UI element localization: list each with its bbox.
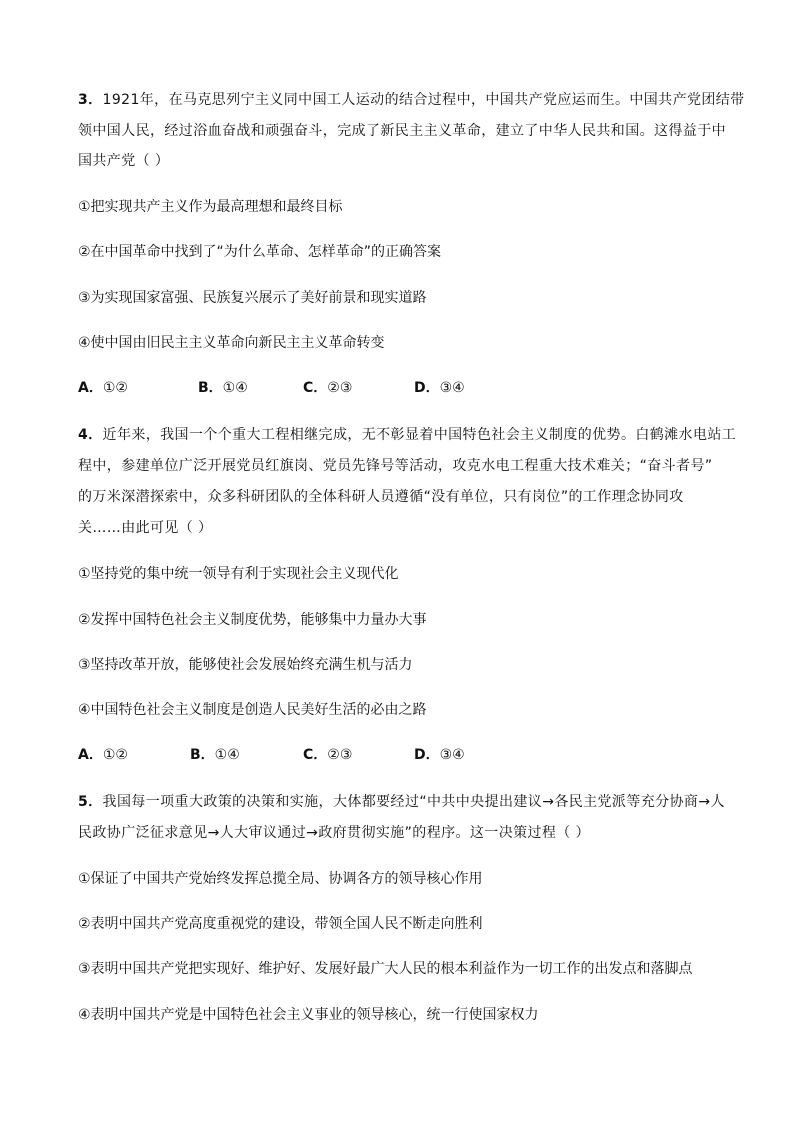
question-stem-line: 程中，参建单位广泛开展党员红旗岗、党员先锋号等活动，攻克水电工程重大技术难关；“奋斗者号” bbox=[78, 458, 713, 474]
choice-d[interactable]: D．③④ bbox=[414, 380, 465, 396]
statement-1: ①保证了中国共产党始终发挥总揽全局、协调各方的领导核心作用 bbox=[78, 871, 483, 887]
statement-2: ②发挥中国特色社会主义制度优势，能够集中力量办大事 bbox=[78, 612, 427, 628]
statement-4: ④表明中国共产党是中国特色社会主义事业的领导核心，统一行使国家权力 bbox=[78, 1007, 539, 1023]
choice-a[interactable]: A．①② bbox=[78, 747, 128, 763]
choice-b[interactable]: B．①④ bbox=[198, 380, 248, 396]
statement-2: ②表明中国共产党高度重视党的建设，带领全国人民不断走向胜利 bbox=[78, 916, 483, 932]
question-stem-line: 4．近年来，我国一个个重大工程相继完成，无不彰显着中国特色社会主义制度的优势。白鹤滩水电站工 bbox=[78, 427, 737, 443]
question-stem-line: 的万米深潜探索中，众多科研团队的全体科研人员遵循“没有单位，只有岗位”的工作理念协同攻 bbox=[78, 489, 684, 505]
question-number: 5． bbox=[78, 794, 103, 810]
choice-a[interactable]: A．①② bbox=[78, 380, 128, 396]
question-stem-line: 5．我国每一项重大政策的决策和实施，大体都要经过“中共中央提出建议→各民主党派等充分协商→人 bbox=[78, 794, 725, 810]
choice-row bbox=[78, 378, 718, 398]
choice-b[interactable]: B．①④ bbox=[190, 747, 240, 763]
choice-d[interactable]: D．③④ bbox=[414, 747, 465, 763]
question-stem-line: 领中国人民，经过浴血奋战和顽强奋斗，完成了新民主主义革命，建立了中华人民共和国。这得益于中 bbox=[78, 123, 726, 139]
choice-c[interactable]: C．②③ bbox=[303, 380, 353, 396]
statement-3: ③坚持改革开放，能够使社会发展始终充满生机与活力 bbox=[78, 657, 413, 673]
statement-3: ③表明中国共产党把实现好、维护好、发展好最广大人民的根本利益作为一切工作的出发点和落脚点 bbox=[78, 961, 693, 977]
statement-1: ①坚持党的集中统一领导有利于实现社会主义现代化 bbox=[78, 566, 399, 582]
question-stem-line: 关……由此可见（ ） bbox=[78, 520, 213, 536]
statement-1: ①把实现共产主义作为最高理想和最终目标 bbox=[78, 199, 343, 215]
statement-4: ④使中国由旧民主主义革命向新民主主义革命转变 bbox=[78, 335, 385, 351]
choice-row bbox=[78, 745, 718, 765]
question-stem-line: 国共产党（ ） bbox=[78, 153, 170, 169]
question-number: 4． bbox=[78, 427, 103, 443]
statement-2: ②在中国革命中找到了“为什么革命、怎样革命”的正确答案 bbox=[78, 244, 442, 260]
statement-3: ③为实现国家富强、民族复兴展示了美好前景和现实道路 bbox=[78, 290, 427, 306]
statement-4: ④中国特色社会主义制度是创造人民美好生活的必由之路 bbox=[78, 702, 427, 718]
choice-c[interactable]: C．②③ bbox=[303, 747, 353, 763]
question-stem-line: 民政协广泛征求意见→人大审议通过→政府贯彻实施”的程序。这一决策过程（ ） bbox=[78, 825, 590, 841]
question-stem-line: 3．1921年，在马克思列宁主义同中国工人运动的结合过程中，中国共产党应运而生。中国共产党团结带 bbox=[78, 92, 745, 108]
question-number: 3． bbox=[78, 92, 103, 108]
